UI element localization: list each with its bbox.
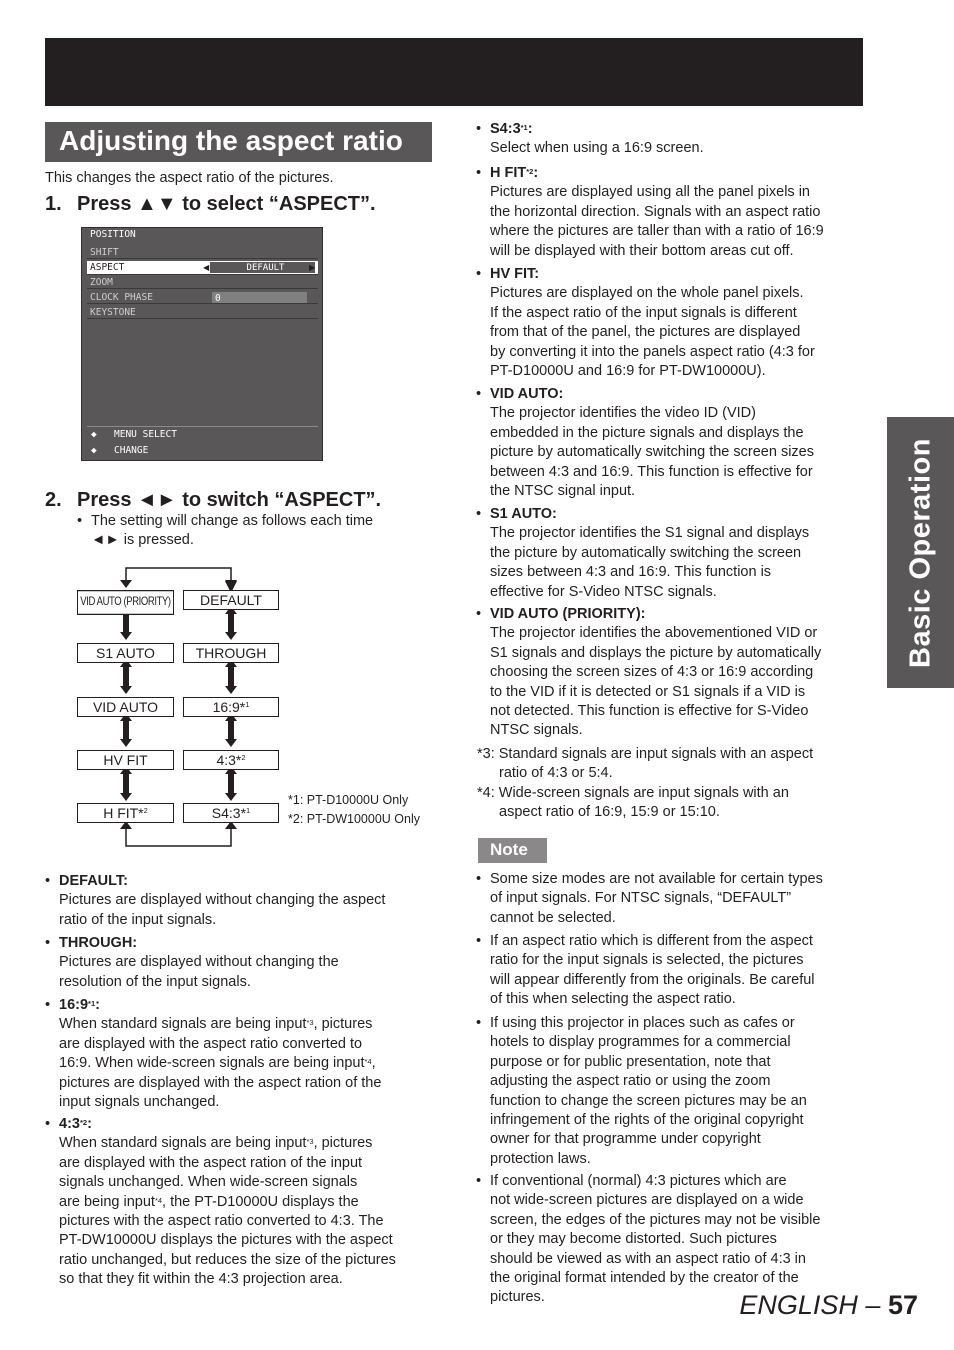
flow-vid-auto-priority: VID AUTO (PRIORITY) [77, 590, 174, 615]
menu-item-zoom: ZOOM [87, 276, 318, 289]
section-title: Adjusting the aspect ratio [59, 125, 403, 156]
flow-hv-fit: HV FIT [77, 750, 174, 770]
page-footer [739, 1290, 918, 1321]
step-2-note: • The setting will change as follows each time ◄► is pressed. [77, 513, 374, 549]
step-2-number: 2. [45, 489, 62, 511]
step-1-text: Press ▲▼ to select “ASPECT”. [77, 193, 376, 215]
side-tab-label: Basic Operation [904, 437, 936, 668]
section-title-bar [45, 122, 432, 162]
flow-4-3: 4:3*$^2$ [183, 750, 279, 770]
menu-item-aspect: ASPECT ◀ DEFAULT ▶ [87, 261, 318, 275]
menu-select-hint: MENU SELECT [114, 429, 177, 440]
page-language: ENGLISH – [739, 1290, 881, 1320]
flow-footnote-1: *1: PT-D10000U Only [288, 793, 409, 807]
bullet-s4-3: • S4:3$^{*1}$: Select when using a 16:9 screen. [476, 121, 704, 157]
bullet-default: • DEFAULT: Pictures are displayed without changing the aspect ratio of the input signals. [45, 873, 386, 928]
left-arrow-icon: ◀ [203, 263, 210, 272]
flow-16-9: 16:9*$^1$ [183, 697, 279, 717]
note-label: Note [490, 840, 528, 859]
note-item: • If conventional (normal) 4:3 pictures which are not wide-screen pictures are displayed on a wide screen, the edges of the pictures may not be visible or they may become distorted. Such pictures should be viewed as with an aspect ratio of 4:3 in the original format intended by the creator of the pictures. [476, 1173, 821, 1306]
note-item: • Some size modes are not available for certain types of input signals. For NTSC signals, “DEFAULT” cannot be selected. [476, 871, 823, 926]
menu-title: POSITION [90, 229, 136, 240]
change-hint-icon: ◆ [91, 445, 97, 456]
flow-h-fit: H FIT*$^2$ [77, 803, 174, 823]
clock-phase-value: 0 [215, 293, 221, 304]
bullet-16-9: • 16:9$^{*1}$: When standard signals are being input$^{*3}$, pictures are displayed with the aspect ratio converted to 16:9. When wide-screen signals are being input$^{*4}$, pictures are displayed with the aspect ration of the input signals unchanged. [45, 997, 382, 1111]
aspect-value-box [210, 262, 315, 273]
right-arrow-icon: ▶ [309, 263, 316, 272]
aspect-value: DEFAULT [246, 263, 285, 273]
flow-footnote-2: *2: PT-DW10000U Only [288, 812, 420, 826]
side-tab [887, 417, 954, 688]
flow-vid-auto: VID AUTO [77, 697, 174, 717]
menu-divider [87, 426, 318, 427]
bullet-hv-fit: • HV FIT: Pictures are displayed on the whole panel pixels. If the aspect ratio of the input signals is different from that of the panel, the pictures are displayed by converting it into the panels aspect ratio (4:3 for PT-D10000U and 16:9 for PT-DW10000U). [476, 266, 815, 380]
intro-text: This changes the aspect ratio of the pictures. [45, 170, 334, 186]
flow-s1-auto: S1 AUTO [77, 643, 174, 663]
osd-menu [81, 227, 323, 461]
change-hint: CHANGE [114, 445, 149, 456]
bullet-vid-auto: • VID AUTO: The projector identifies the video ID (VID) embedded in the picture signals and displays the picture by automatically switching the screen sizes between 4:3 and 16:9. This function is effective for the NTSC signal input. [476, 386, 814, 500]
loop-top-line [126, 568, 231, 587]
bullet-vid-auto-priority: • VID AUTO (PRIORITY): The projector identifies the abovementioned VID or S1 signals and displays the picture by automatically choosing the screen sizes of 4:3 or 16:9 according to the VID if it is detected or S1 signals if a VID is not detected. This function is effective for S-Video NTSC signals. [476, 606, 822, 739]
flow-s4-3: S4:3*$^1$ [183, 803, 279, 823]
footnote-3: *3: Standard signals are input signals with an aspect ratio of 4:3 or 5:4. [477, 746, 814, 782]
step-1 [45, 193, 376, 216]
menu-item-shift: SHIFT [87, 246, 318, 259]
bullet-h-fit: • H FIT$^{*2}$: Pictures are displayed using all the panel pixels in the horizontal direction. Signals with an aspect ratio where the pictures are taller than with a ratio of 16:9 will be displayed with their bottom areas cut off. [476, 165, 824, 259]
flow-default: DEFAULT [183, 590, 279, 610]
step-2 [45, 489, 381, 512]
page-number: 57 [887, 1290, 918, 1320]
step-1-number: 1. [45, 193, 62, 215]
bullet-4-3: • 4:3$^{*2}$: When standard signals are being input$^{*3}$, pictures are displayed with the aspect ration of the input signals unchanged. When wide-screen signals are being input$^{*4}$, the PT-D10000U displays the pictures with the aspect ratio converted to 4:3. The PT-DW10000U displays the pictures with the aspect ratio unchanged, but reduces the size of the pictures so that they fit within the 4:3 projection area. [45, 1116, 396, 1288]
note-item: • If an aspect ratio which is different from the aspect ratio for the input signals is selected, the pictures will appear differently from the originals. Be careful of this when selecting the aspect ratio. [476, 933, 815, 1008]
bullet-s1-auto: • S1 AUTO: The projector identifies the S1 signal and displays the picture by automatically switching the screen sizes between 4:3 and 16:9. This function is effective for S-Video NTSC signals. [476, 506, 810, 600]
clock-phase-bar [212, 292, 307, 303]
header-banner [45, 38, 863, 106]
loop-bottom-line [126, 823, 231, 846]
note-item: • If using this projector in places such as cafes or hotels to display programmes for a commercial purpose or for public presentation, note that adjusting the aspect ratio or using the zoom function to change the screen pictures may be an infringement of the rights of the original copyright owner for that programme under copyright protection laws. [476, 1015, 807, 1167]
menu-item-keystone: KEYSTONE [87, 306, 318, 319]
note-label-box [478, 838, 547, 863]
select-hint-icon: ◆ [91, 429, 97, 440]
step-2-text: Press ◄► to switch “ASPECT”. [77, 489, 382, 511]
menu-item-clock-phase: CLOCK PHASE 0 [87, 291, 318, 304]
footnote-4: *4: Wide-screen signals are input signals with an aspect ratio of 16:9, 15:9 or 15:10. [477, 785, 789, 821]
flow-through: THROUGH [183, 643, 279, 663]
bullet-through: • THROUGH: Pictures are displayed without changing the resolution of the input signals. [45, 935, 339, 990]
